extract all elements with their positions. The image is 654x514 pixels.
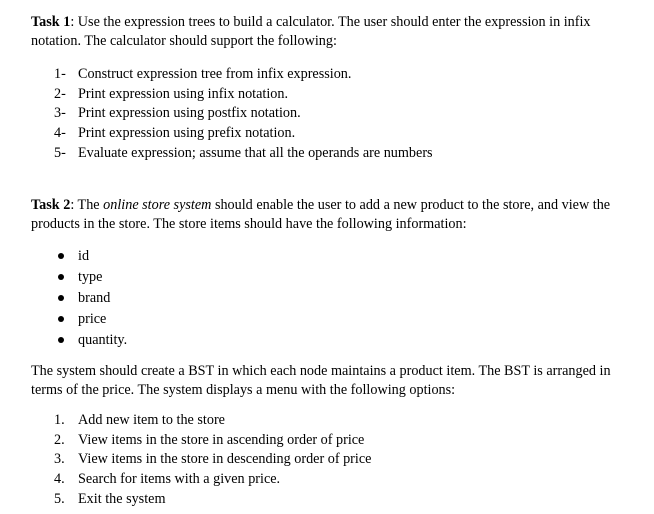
list-item-text: type: [78, 269, 103, 285]
list-item: [54, 431, 371, 451]
bst-paragraph: The system should create a BST in which each node maintains a product item. The BST is arranged in terms of the price. The system displays a menu with the following options:: [31, 363, 611, 398]
list-item-number: 2.: [54, 431, 65, 448]
list-item-number: 3.: [54, 451, 65, 468]
list-item: [58, 309, 127, 330]
task1-label: Task 1: [31, 14, 71, 30]
bullet-icon: [58, 253, 64, 259]
list-item-text: price: [78, 311, 107, 327]
bullet-icon: [58, 274, 64, 280]
list-item-number: 1.: [54, 412, 65, 428]
store-fields-list: [58, 246, 127, 351]
list-item-text: Search for items with a given price.: [78, 471, 281, 488]
list-item-text: id: [78, 248, 90, 264]
menu-options-list: [54, 411, 371, 509]
list-item: [58, 246, 127, 267]
list-item-text: brand: [78, 290, 111, 306]
list-item: [58, 267, 127, 288]
list-item-number: 4.: [54, 471, 65, 488]
bullet-icon: [58, 316, 64, 322]
list-item: [54, 411, 371, 431]
list-item-text: View items in the store in descending order of price: [78, 451, 372, 468]
list-item-text: quantity.: [78, 332, 128, 348]
list-item-text: Construct expression tree from infix expression.: [78, 66, 352, 82]
list-item-text: Print expression using postfix notation.: [78, 105, 301, 122]
list-item-number: 5-: [54, 144, 66, 161]
bullet-icon: [58, 337, 64, 343]
task2-paragraph: [31, 196, 631, 234]
list-item: [58, 288, 127, 309]
list-item: [54, 65, 433, 85]
task1-list: [54, 65, 433, 163]
task2-text-before: : The: [70, 197, 104, 213]
list-item: [54, 144, 433, 164]
list-item-number: 5.: [54, 490, 65, 507]
list-item-number: 3-: [54, 105, 66, 122]
list-item-text: Print expression using infix notation.: [78, 85, 289, 102]
task2-label: Task 2: [31, 197, 71, 213]
task2-text-after: should enable the user to add a new product to the store, and view the products in the store. The store items should have the following information:: [31, 197, 611, 232]
list-item-text: View items in the store in ascending order of price: [78, 431, 365, 448]
list-item-number: 4-: [54, 125, 66, 142]
list-item-text: Print expression using prefix notation.: [78, 125, 296, 142]
list-item-number: 1-: [54, 66, 66, 82]
list-item-text: Exit the system: [78, 490, 166, 507]
list-item: [54, 470, 371, 490]
list-item: [54, 490, 371, 510]
list-item: [54, 85, 433, 105]
list-item: [58, 330, 127, 351]
list-item: [54, 124, 433, 144]
task2-italic-text: online store system: [103, 197, 212, 213]
list-item-number: 2-: [54, 85, 66, 102]
task1-text: : Use the expression trees to build a calculator. The user should enter the expression in infix notation. The calculator should support the following:: [31, 14, 591, 49]
bullet-icon: [58, 295, 64, 301]
list-item: [54, 450, 371, 470]
list-item: [54, 104, 433, 124]
list-item-text: Evaluate expression; assume that all the operands are numbers: [78, 144, 433, 161]
task1-paragraph: [31, 13, 631, 51]
list-item-text: Add new item to the store: [78, 412, 225, 428]
